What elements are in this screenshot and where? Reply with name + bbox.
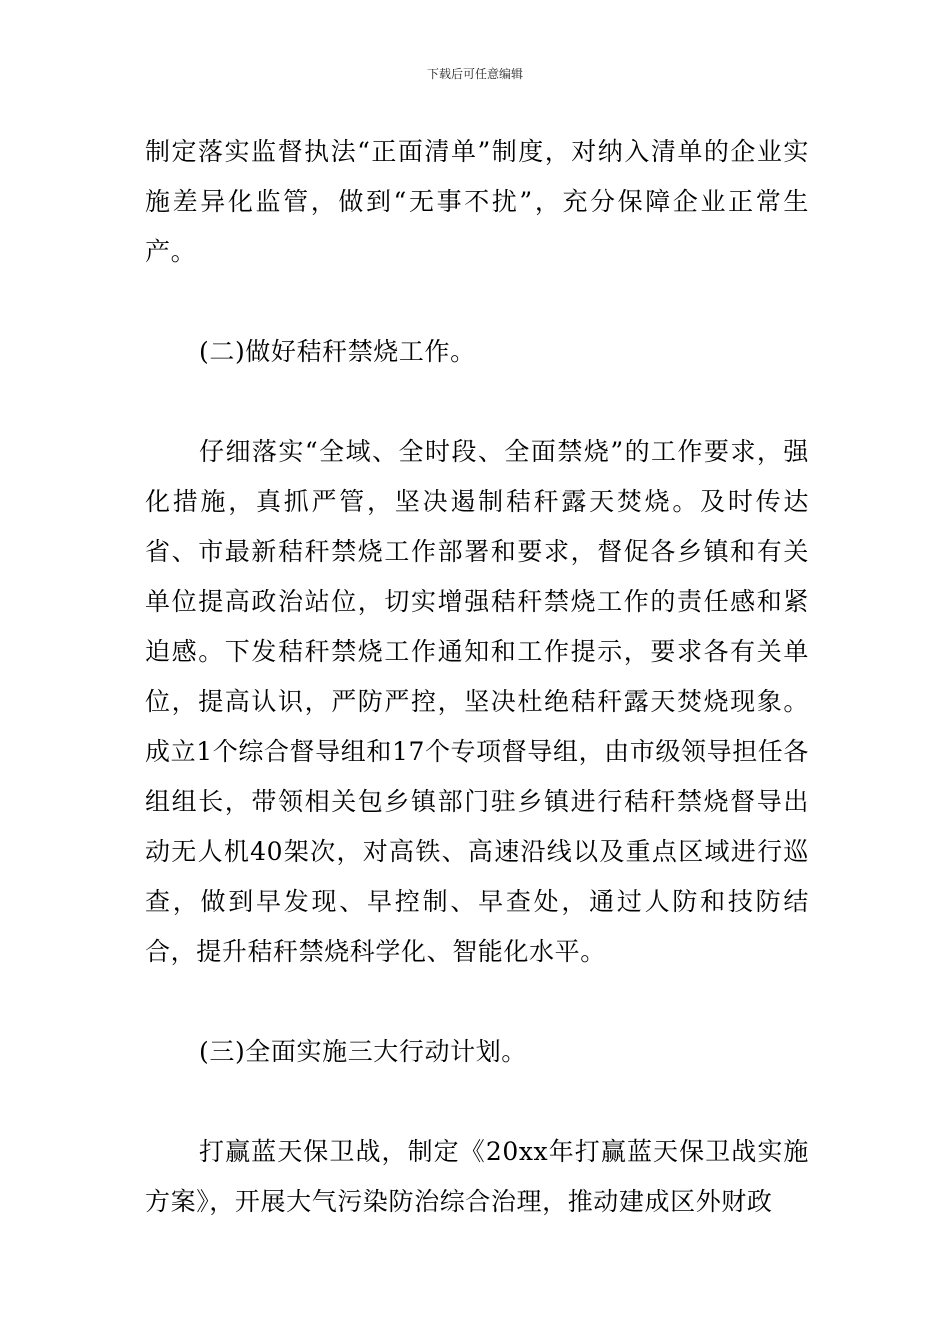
paragraph-continuation: 制定落实监督执法“正面清单”制度，对纳入清单的企业实施差异化监管，做到“无事不扰”，充分保障企业正常生产。 — [145, 137, 809, 266]
document-body — [145, 127, 809, 1227]
section-heading-2: (二)做好秸秆禁烧工作。 — [199, 337, 476, 366]
section-heading-3: (三)全面实施三大行动计划。 — [199, 1037, 527, 1066]
page-header: 下载后可任意编辑 — [426, 67, 523, 81]
paragraph-straw-burning: 仔细落实“全域、全时段、全面禁烧”的工作要求，强化措施，真抓严管，坚决遏制秸秆露天焚烧。及时传达省、市最新秸秆禁烧工作部署和要求，督促各乡镇和有关单位提高政治站位，切实增强秸秆禁烧工作的责任感和紧迫感。下发秸秆禁烧工作通知和工作提示，要求各有关单位，提高认识，严防严控，坚决杜绝秸秆露天焚烧现象。成立1个综合督导组和17个专项督导组，由市级领导担任各组组长，带领相关包乡镇部门驻乡镇进行秸秆禁烧督导出动无人机40架次，对高铁、高速沿线以及重点区域进行巡查，做到早发现、早控制、早查处，通过人防和技防结合，提升秸秆禁烧科学化、智能化水平。 — [145, 437, 809, 966]
paragraph-blue-sky: 打赢蓝天保卫战，制定《20xx年打赢蓝天保卫战实施方案》，开展大气污染防治综合治理，推动建成区外财政 — [145, 1137, 809, 1216]
